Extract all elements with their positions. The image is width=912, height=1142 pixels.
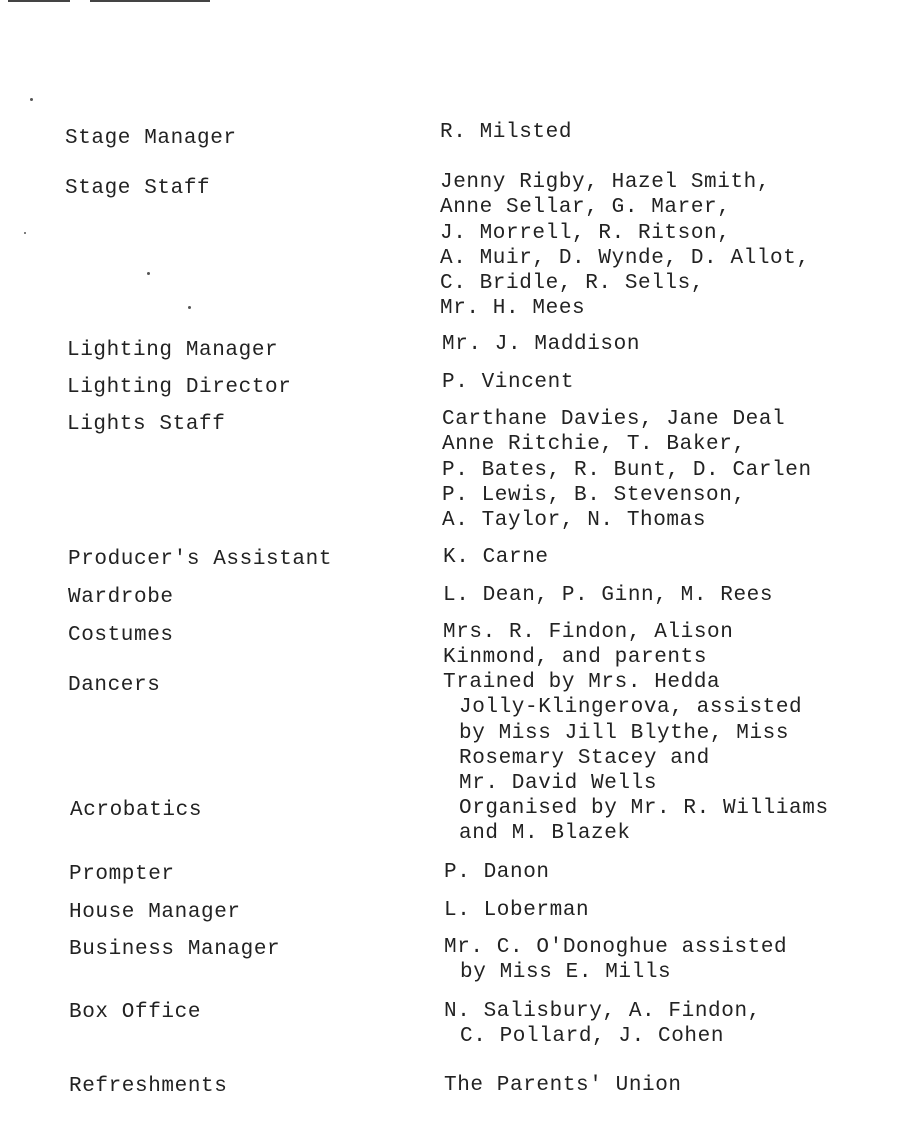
names-dancers: Trained by Mrs. Hedda Jolly-Klingerova, assisted by Miss Jill Blythe, Miss Rosemary Stacey and Mr. David Wells: [443, 671, 803, 796]
role-dancers: Dancers: [68, 674, 161, 697]
names-lighting-director: P. Vincent: [442, 371, 575, 394]
names-stage-manager: R. Milsted: [440, 121, 573, 144]
role-acrobatics: Acrobatics: [70, 799, 203, 822]
role-lighting-director: Lighting Director: [67, 376, 292, 399]
role-box-office: Box Office: [69, 1001, 202, 1024]
role-wardrobe: Wardrobe: [68, 586, 174, 609]
role-stage-manager: Stage Manager: [65, 127, 237, 150]
role-costumes: Costumes: [68, 624, 174, 647]
names-refreshments: The Parents' Union: [444, 1074, 682, 1097]
names-house-manager: L. Loberman: [444, 899, 590, 922]
scan-speck: [30, 98, 33, 101]
names-business-manager: Mr. C. O'Donoghue assisted by Miss E. Mills: [444, 936, 788, 985]
scan-speck: [24, 232, 26, 234]
names-costumes: Mrs. R. Findon, Alison Kinmond, and parents: [443, 621, 734, 670]
role-house-manager: House Manager: [69, 901, 241, 924]
names-acrobatics: Organised by Mr. R. Williams and M. Blazek: [459, 797, 829, 846]
scan-mark-line: [8, 0, 70, 2]
role-lights-staff: Lights Staff: [67, 413, 226, 436]
names-prompter: P. Danon: [444, 861, 550, 884]
role-business-manager: Business Manager: [69, 938, 281, 961]
scan-speck: [188, 306, 191, 309]
names-producers-assistant: K. Carne: [443, 546, 549, 569]
role-lighting-manager: Lighting Manager: [67, 339, 279, 362]
names-lights-staff: Carthane Davies, Jane Deal Anne Ritchie, T. Baker, P. Bates, R. Bunt, D. Carlen P. Lewis, B. Stevenson, A. Taylor, N. Thomas: [442, 408, 812, 533]
role-refreshments: Refreshments: [69, 1075, 228, 1098]
names-lighting-manager: Mr. J. Maddison: [442, 333, 641, 356]
names-stage-staff: Jenny Rigby, Hazel Smith, Anne Sellar, G. Marer, J. Morrell, R. Ritson, A. Muir, D. Wynde, D. Allot, C. Bridle, R. Sells, Mr. H. Mees: [440, 171, 810, 321]
names-box-office: N. Salisbury, A. Findon, C. Pollard, J. Cohen: [444, 1000, 761, 1049]
scan-speck: [147, 272, 150, 275]
scan-mark-line: [90, 0, 210, 2]
role-prompter: Prompter: [69, 863, 175, 886]
role-producers-assistant: Producer's Assistant: [68, 548, 333, 571]
role-stage-staff: Stage Staff: [65, 177, 211, 200]
names-wardrobe: L. Dean, P. Ginn, M. Rees: [443, 584, 774, 607]
